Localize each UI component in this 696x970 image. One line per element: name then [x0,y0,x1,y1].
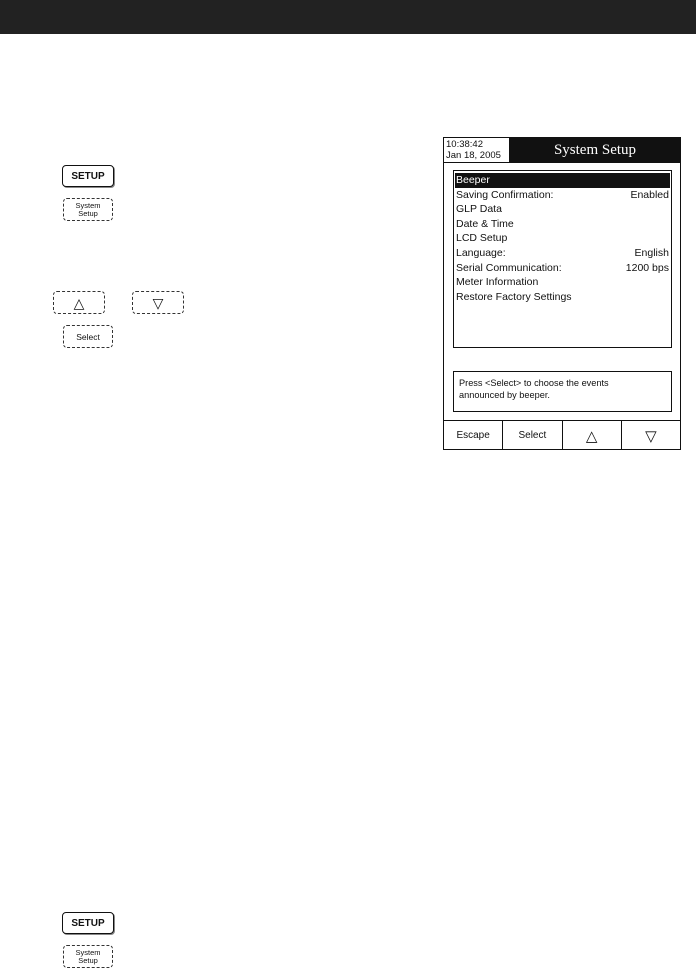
setup-key-label: SETUP [71,170,105,182]
system-setup-key-label-line1: System [75,200,101,210]
menu-item-restore-factory-settings[interactable] [455,290,670,305]
hint-message [453,371,672,412]
menu-item-label: Beeper [456,174,490,186]
menu-item-value: 1200 bps [625,261,669,274]
menu-item-label: Language: [456,247,506,259]
menu-item-date-time[interactable] [455,217,670,232]
system-setup-key-button[interactable] [63,198,113,221]
select-key-button[interactable] [63,325,113,348]
system-setup-key-button-bottom[interactable] [63,945,113,968]
menu-item-label: Serial Communication: [456,261,562,274]
menu-item-value: English [634,247,669,259]
menu-item-label: GLP Data [456,203,502,216]
menu-item-glp-data[interactable] [455,202,670,217]
menu-item-value: Enabled [630,188,669,201]
hint-line-1: Press <Select> to choose the events [459,378,609,388]
menu-item-serial-communication[interactable] [455,261,670,276]
time-text: 10:38:42 [446,139,483,150]
menu-item-language[interactable] [455,246,670,261]
menu-item-lcd-setup[interactable] [455,231,670,246]
select-key-label: Select [76,331,100,342]
header-bar [0,0,696,34]
up-arrow-icon: △ [73,294,85,311]
setup-key-label: SETUP [71,917,105,929]
date-text: Jan 18, 2005 [446,150,501,161]
screen-title: System Setup [510,138,680,162]
menu-item-label: Restore Factory Settings [456,290,572,303]
meter-screen [443,137,681,450]
menu-item-label: Date & Time [456,217,514,230]
menu-item-label: Saving Confirmation: [456,188,554,201]
down-arrow-softkey-icon[interactable]: ▽ [645,427,657,445]
setup-key-button[interactable] [62,165,114,187]
escape-softkey[interactable]: Escape [444,421,503,450]
setup-menu [453,170,672,348]
hint-line-2: announced by beeper. [459,390,550,400]
up-arrow-key-button[interactable] [53,291,105,314]
system-setup-key-label-line2: Setup [78,955,98,965]
up-arrow-softkey-icon[interactable]: △ [563,421,622,450]
down-arrow-icon: ▽ [152,294,164,311]
system-setup-key-label-line1: System [75,947,101,957]
setup-key-button-bottom[interactable] [62,912,114,934]
menu-item-label: LCD Setup [456,232,508,245]
screen-header [444,138,680,163]
menu-item-meter-information[interactable] [455,275,670,290]
menu-item-saving-confirmation[interactable] [455,188,670,203]
down-arrow-key-button[interactable] [132,291,184,314]
clock-display [444,138,510,162]
menu-item-label: Meter Information [456,276,539,289]
softkey-bar [444,420,680,450]
menu-item-beeper[interactable] [455,173,670,188]
select-softkey[interactable]: Select [503,421,562,450]
system-setup-key-label-line2: Setup [78,208,98,218]
